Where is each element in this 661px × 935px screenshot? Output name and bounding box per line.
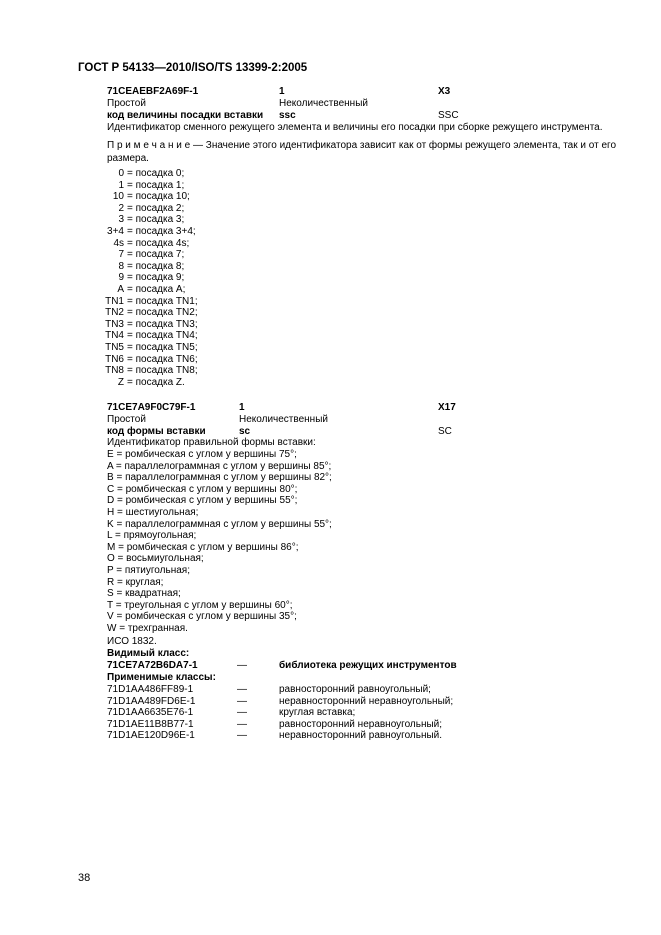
shape-code-item: E = ромбическая с углом у вершины 75°;	[107, 449, 297, 460]
fit-description: = посадка 4s;	[127, 237, 190, 249]
fit-code: A	[117, 284, 124, 295]
shape-code-item: L = прямоугольная;	[107, 530, 197, 542]
visible-class-id: 71CE7A72B6DA7-1	[107, 660, 198, 671]
fit-code: TN8	[105, 365, 124, 377]
applicable-class-name: равносторонний неравноугольный;	[279, 718, 443, 730]
shape-code-item: S = квадратная;	[107, 588, 181, 600]
fit-code: 1	[118, 179, 124, 191]
fit-code: 10	[112, 191, 124, 203]
entry-value-type: Неколичественный	[239, 414, 328, 425]
visible-class-dash: —	[237, 660, 247, 671]
fit-description: = посадка TN3;	[127, 318, 198, 330]
entry-symbol-alt: SSC	[438, 110, 459, 121]
fit-description: = посадка TN1;	[127, 295, 198, 307]
shape-code-item: H = шестиугольная;	[107, 507, 199, 518]
applicable-class-dash: —	[237, 695, 247, 707]
fit-description: = посадка Z.	[127, 376, 185, 388]
applicable-class-name: неравносторонний равноугольный.	[279, 730, 443, 742]
entry-symbol-alt: SC	[438, 426, 452, 437]
fit-description: = посадка 3;	[127, 214, 185, 226]
fit-code: TN6	[105, 353, 124, 365]
shape-code-item: B = параллелограммная с углом у вершины 82°;	[107, 472, 332, 484]
shape-code-item: M = ромбическая с углом у вершины 86°;	[107, 541, 299, 553]
applicable-class-dash: —	[237, 684, 247, 695]
fit-description: = посадка 8;	[127, 260, 185, 272]
entry-symbol: ssc	[279, 110, 296, 121]
fit-code: TN4	[105, 330, 124, 342]
fit-code: 0	[118, 168, 124, 179]
entry-value-type: Неколичественный	[279, 98, 368, 109]
entry-definition: Идентификатор сменного режущего элемента и величины его посадки при сборке режущего инструмента.	[107, 122, 603, 133]
visible-class-label: Видимый класс:	[107, 648, 190, 659]
fit-code: 9	[118, 272, 124, 284]
fit-description: = посадка 9;	[127, 272, 185, 284]
visible-class-name: библиотека режущих инструментов	[279, 660, 457, 671]
entry-symbol: sc	[239, 426, 251, 437]
applicable-class-id: 71D1AA489FD6E-1	[107, 695, 196, 707]
fit-description: = посадка 10;	[127, 191, 190, 203]
fit-description: = посадка 1;	[127, 179, 185, 191]
reference: ИСО 1832.	[107, 636, 157, 647]
entry-type: Простой	[107, 98, 146, 109]
applicable-classes-label: Применимые классы:	[107, 672, 216, 683]
shape-code-item: A = параллелограммная с углом у вершины 85°;	[107, 460, 332, 472]
shape-code-item: T = треугольная с углом у вершины 60°;	[107, 599, 293, 611]
entry-note: П р и м е ч а н и е — Значение этого идентификатора зависит как от формы режущего элемента, так и от его размера.	[107, 140, 616, 164]
fit-code: 3	[118, 214, 124, 226]
fit-code: 8	[118, 260, 124, 272]
shape-code-item: V = ромбическая с углом у вершины 35°;	[107, 611, 297, 623]
entry-code: X17	[438, 402, 456, 413]
shape-code-item: P = пятиугольная;	[107, 565, 190, 576]
applicable-class-id: 71D1AE120D96E-1	[107, 730, 195, 742]
entry-version: 1	[279, 86, 285, 97]
fit-description: = посадка TN2;	[127, 307, 198, 319]
fit-description: = посадка TN6;	[127, 353, 198, 365]
applicable-class-dash: —	[237, 718, 247, 730]
entry-name: код формы вставки	[107, 426, 206, 437]
entry-name: код величины посадки вставки	[107, 110, 264, 121]
page-number: 38	[78, 872, 91, 884]
shape-code-item: C = ромбическая с углом у вершины 80°;	[107, 483, 298, 495]
applicable-class-name: неравносторонний неравноугольный;	[279, 695, 454, 707]
applicable-class-dash: —	[237, 730, 247, 742]
fit-description: = посадка 2;	[127, 202, 185, 214]
fit-description: = посадка TN5;	[127, 342, 198, 353]
shape-code-item: K = параллелограммная с углом у вершины 55°;	[107, 518, 332, 530]
applicable-class-id: 71D1AA486FF89-1	[107, 684, 194, 695]
fit-description: = посадка TN8;	[127, 365, 198, 377]
fit-description: = посадка 3+4;	[127, 226, 196, 237]
fit-code: TN3	[105, 318, 124, 330]
applicable-class-dash: —	[237, 707, 247, 719]
applicable-class-id: 71D1AE11B8B77-1	[107, 718, 194, 730]
entry-id: 71CEAEBF2A69F-1	[107, 86, 199, 97]
applicable-class-name: равносторонний равноугольный;	[279, 684, 431, 695]
fit-code: 3+4	[107, 226, 124, 237]
entry-id: 71CE7A9F0C79F-1	[107, 402, 196, 413]
shape-code-item: O = восьмиугольная;	[107, 553, 204, 565]
entry-code: X3	[438, 86, 451, 97]
shape-code-item: D = ромбическая с углом у вершины 55°;	[107, 495, 298, 507]
fit-code: TN2	[105, 307, 124, 319]
page-header: ГОСТ Р 54133—2010/ISO/TS 13399-2:2005	[78, 62, 308, 74]
fit-code: 7	[118, 249, 124, 261]
applicable-class-id: 71D1AA6635E76-1	[107, 707, 194, 719]
fit-code: Z	[117, 376, 124, 388]
entry-version: 1	[239, 402, 245, 413]
fit-code: TN5	[105, 342, 124, 353]
entry-type: Простой	[107, 414, 146, 425]
fit-description: = посадка A;	[127, 284, 186, 295]
entry-definition: Идентификатор правильной формы вставки:	[107, 437, 316, 448]
fit-code: 2	[118, 202, 124, 214]
shape-code-item: R = круглая;	[107, 576, 164, 588]
fit-description: = посадка 0;	[127, 168, 185, 179]
fit-code: TN1	[105, 295, 124, 307]
applicable-class-name: круглая вставка;	[279, 707, 356, 719]
shape-code-item: W = трехгранная.	[107, 623, 188, 634]
fit-code: 4s	[113, 237, 124, 249]
fit-description: = посадка 7;	[127, 249, 185, 261]
fit-description: = посадка TN4;	[127, 330, 198, 342]
